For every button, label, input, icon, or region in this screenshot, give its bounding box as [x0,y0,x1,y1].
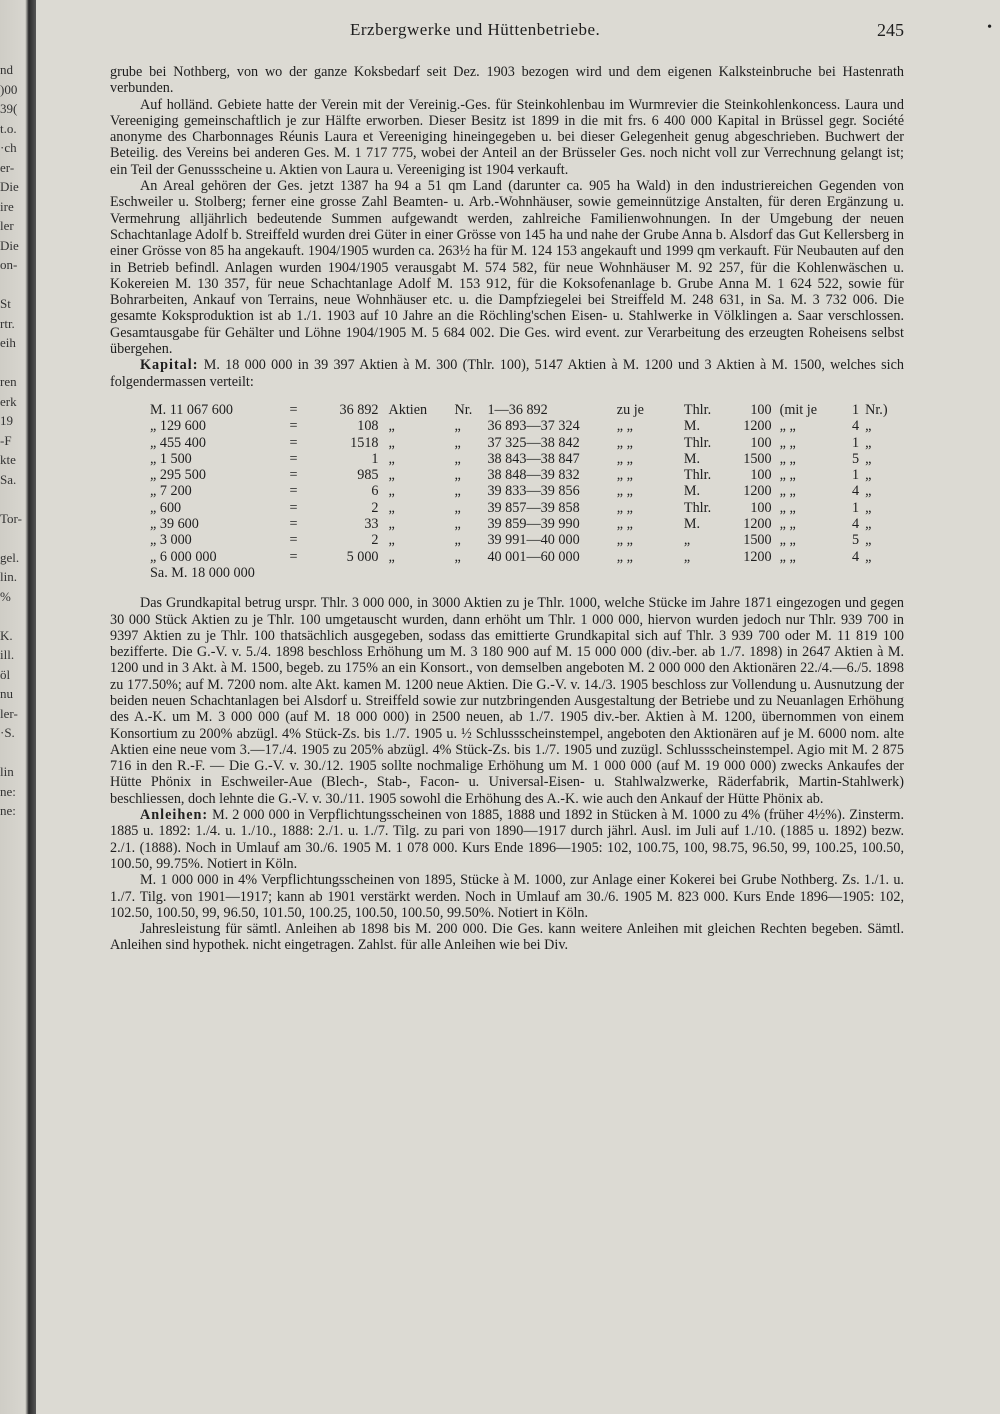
share-cell-eq: = [289,548,298,565]
gutter-fragment: St [0,296,11,311]
share-cell-count: 1518 [350,434,379,451]
paragraph-areal: An Areal gehören der Ges. jetzt 1387 ha 94 a 51 qm Land (darunter ca. 905 ha Wald) in den industriereichen Gegenden von Eschweiler u. Stolberg; ferner eine grosse Zahl Beamten- u. Arb.-Wohnhäuser, sowie gemeinnützige Anstalten, für deren Ergänzung u. Vermehrung alljährlich bedeutende Summen aufgewandt werden, zahlreiche Familienwohnungen. In der Umgebung der neuen Schachtanlage Adolf b. Streiffeld wurden drei Güter in einer Grösse von 145 ha und nahe der Grube Anna b. Alsdorf das Gut Kellersberg in einer Grösse von 85 ha angekauft. 1904/1905 wurden ca. 263½ ha für M. 124 153 angekauft und 1999 qm verkauft. Für Neubauten auf den in Betrieb befindl. Anlagen wurden 1904/1905 verausgabt M. 574 582, für neue Wohnhäuser M. 92 257, für die Kohlenwäschen u. Kokereien M. 130 357, für neue Schachtanlage Adolf M. 153 912, für die Koksofenanlage b. Grube Anna M. 1 624 522, sowie für Bohrarbeiten, Ankauf von Terrains, neue Wohnhäuser etc. u. die Dampfziegelei bei Streiffeld M. 248 631, in Sa. M. 3 732 006. Die gesamte Koksproduktion ist ab 1./1. 1903 auf 10 Jahre an die Röchling'schen Eisen- u. Stahlwerke in Völklingen a. Saar verschlossen. Gesamtausgabe für Gehälter und Löhne 1904/1905 M. 5 684 002. Die Ges. wird event. zur Verarbeitung des erzeugten Roheisens selbst übergehen. [110,178,904,358]
share-cell-mit: „ „ [779,467,796,484]
binding-gutter [0,0,36,1414]
share-cell-value [727,565,780,581]
share-cell-value: 1500 [743,532,772,549]
share-cell-amount: „ 295 500 [150,467,206,484]
share-cell-label [389,565,455,581]
share-cell-range: 38 848—39 832 [487,467,580,484]
share-cell-range: 40 001—60 000 [487,548,580,565]
share-cell-value: 100 [750,401,772,418]
gutter-fragment [0,353,30,373]
share-cell-nr: „ [454,434,461,451]
share-cell-amount: „ 600 [150,499,182,516]
share-cell-count: 33 [364,516,379,533]
share-cell-label: „ [388,450,395,467]
share-cell-nr: „ [454,483,461,500]
share-cell-eq: = [289,499,298,516]
share-cell-mit: „ „ [779,434,796,451]
running-header [110,18,904,44]
share-cell-tail: „ [865,499,872,516]
paragraph-kapital [110,357,904,390]
share-cell-eq: = [289,450,298,467]
anleihen-text: M. 2 000 000 in Verpflichtungsscheinen von 1885, 1888 und 1892 in Stücken à M. 1000 zu 4% (früher 4½%). Zinsterm. 1885 u. 1892: 1./4. u. 1./10., 1888: 2./1. u. 1./7. Tilg. zu pari von 1890—1917 durch jährl. Ausl. im Juli auf 1./10. (1885 u. 1892) bezw. 2./1. (1888). Noch in Umlauf am 30./6. 1905 M. 1 078 000. Kurs Ende 1896—1905: 102, 100.75, 100, 98.75, 96.50, 99, 100.25, 100.50, 100.50, 99.75%. Notiert in Köln. [110,807,904,872]
gutter-fragment: ne: [0,783,16,799]
gutter-fragment: eih [0,335,16,350]
gutter-fragment: t.o. [0,120,17,136]
share-cell-count: 5 000 [346,548,379,565]
share-row [150,435,904,451]
share-cell-count: 1 [371,450,379,467]
share-cell-amount: „ 455 400 [150,434,206,451]
gutter-fragment: ler- [0,705,18,721]
share-cell-tail: „ [865,548,872,565]
share-row [150,500,904,516]
share-cell-mit: (mit je [779,401,818,418]
share-cell-eq: = [289,483,298,500]
share-cell-cur: Thlr. [683,401,712,418]
share-cell-value: 1500 [743,450,772,467]
share-cell-tail [859,565,904,581]
gutter-fragment: erk [0,393,17,409]
share-cell-nr [455,565,488,581]
kapital-label: Kapital: [140,357,199,374]
share-cell-eq: = [289,401,298,418]
gutter-fragment: rtr. [0,315,15,331]
share-cell-cur: „ [683,532,691,549]
share-cell-mit: „ „ [779,450,796,467]
share-row [150,418,904,434]
gutter-fragment: K. [0,627,13,643]
share-cell-zu: zu je [616,401,644,418]
share-cell-mit: „ „ [779,499,796,516]
share-cell-amount: M. 11 067 600 [150,401,234,418]
share-cell-amount: „ 39 600 [150,516,199,533]
share-cell-range: 39 857—39 858 [487,499,580,516]
previous-page-fragments [0,60,30,821]
gutter-fragment: ren [0,374,17,389]
share-cell-count: 6 [371,483,379,500]
share-cell-n: 4 [852,548,860,565]
share-cell-count: 36 892 [339,401,379,418]
share-cell-nr: „ [454,499,461,516]
share-cell-label: Aktien [388,401,428,418]
gutter-fragment [0,606,30,626]
share-cell-zu: „ „ [616,434,633,451]
share-cell-tail: „ [865,418,872,435]
share-cell-range: 36 893—37 324 [487,418,580,435]
share-cell-count: 2 [371,532,379,549]
share-cell-eq: = [289,516,298,533]
paragraph-grundkapital: Das Grundkapital betrug urspr. Thlr. 3 000 000, in 3000 Aktien zu je Thlr. 1000, welche Stücke im Jahre 1871 eingezogen und gegen 30 000 Stück Aktien zu je Thlr. 100 umgetauscht wurden, dann erhöht um Thlr. 1 000 000, hiervon wurden jedoch nur Thlr. 939 700 in 9397 Aktien zu je Thlr. 100 thatsächlich ausgegeben, sodass das emittierte Grundkapital sich auf Thlr. 3 939 700 oder M. 11 819 100 bezifferte. Die G.-V. v. 5./4. 1898 beschloss Erhöhung um M. 3 180 900 auf M. 15 000 000 (div.-ber. ab 1./7. 1898) in 2647 Aktien à M. 1200 und in 3 Akt. à M. 1500, begeb. zu 175% an ein Konsort., von demselben angeboten M. 2 000 000 den Aktionären 22./4.—6./5. 1898 zu 177.50%; auf M. 7200 nom. alte Akt. kamen M. 1200 neue Aktien. Die G.-V. v. 14./3. 1905 beschloss zur Vollendung u. Ausnutzung der beiden neuen Schachtanlagen bei Alsdorf u. Streiffeld sowie zur nutzbringenden Ausgestaltung der Betriebe und zu Neuanlagen Erhöhung des A.-K. um M. 3 000 000 (auf M. 18 000 000) in 2500 neuen, ab 1./7. 1905 div.-ber. Aktien à M. 1200, übernommen von einem Konsortium zu 200% abzügl. 4% Stück-Zs. bis 1./7. 1905 u. ½ Schlussscheinstempel, angeboten den Aktionären auf je M. 6000 nom. alte Aktien eine neue vom 3.—17./4. 1905 zu 205% abzügl. 4% Stück-Zs. bis 1./7. 1905 und zuzügl. Schlussscheinstempel. Agio mit M. 2 875 716 in den R.-F. — Die G.-V. v. 30./12. 1905 sollte nochmalige Erhöhung um M. 1 000 000 (auf M. 19 000 000) zwecks Ankaufes der Hütte Phönix in Eschweiler-Aue (Blech-, Stab-, Facon- u. Universal-Eisen- u. Stahlwalzwerke, Räderfabrik, Martin-Stahlwerk) beschliessen, doch lehnte die G.-V. v. 30./11. 1905 sowohl die Erhöhung des A.-K. wie auch den Ankauf der Hütte Phönix ab. [110,595,904,807]
gutter-fragment: % [0,588,11,604]
share-cell-n: 5 [852,532,860,549]
share-cell-label: „ [388,548,395,565]
gutter-fragment: lin. [0,569,17,584]
body-text [110,64,904,954]
share-cell-mit [780,565,844,581]
share-cell-range: 1—36 892 [487,401,548,418]
share-cell-label: „ [388,467,395,484]
share-cell-mit: „ „ [779,418,796,435]
share-cell-amount: „ 7 200 [150,483,192,500]
share-row [150,467,904,483]
gutter-fragment: Die [0,179,19,194]
share-cell-cur [684,565,727,581]
share-cell-amount: „ 1 500 [150,450,192,467]
share-cell-value: 1200 [743,548,772,565]
share-cell-tail: „ [865,483,872,500]
share-cell-nr: „ [454,532,461,549]
share-cell-label: „ [388,516,395,533]
share-cell-eq [276,565,310,581]
paragraph-holland: Auf holländ. Gebiete hatte der Verein mit der Vereinig.-Ges. für Steinkohlenbau im Wurmrevier die Steinkohlenkoncess. Laura und Vereeniging gemeinschaftlich je zur Hälfte erworben. Dieser Besitz ist 1899 in die mit frs. 6 400 000 Kapital in Brüssel gegr. Société anonyme des Charbonnages Réunis Laura et Vereeniging hineingegeben u. bei dieser Gelegenheit genug abgeschrieben. Buchwert der Beteilig. des Vereins bei anderen Ges. M. 1 717 775, wobei der Anteil an der Brüsseler Ges. noch nicht voll zur Verrechnung gelangt ist; ein Teil der Genussscheine u. Aktien von Laura u. Vereeniging ist 1904 verkauft. [110,96,904,178]
share-cell-zu: „ „ [616,499,633,516]
share-cell-n: 4 [852,418,860,435]
gutter-fragment [0,528,30,548]
share-cell-amount: „ 6 000 000 [150,548,217,565]
gutter-fragment: ·ch [0,140,17,155]
share-cell-eq: = [289,434,298,451]
share-cell-cur: Thlr. [683,434,712,451]
share-cell-n: 1 [852,467,860,484]
share-cell-n: 4 [852,483,860,500]
share-cell-eq: = [289,532,298,549]
gutter-fragment [0,275,30,295]
share-cell-range: 38 843—38 847 [487,450,580,467]
gutter-fragment: on- [0,257,18,272]
share-cell-zu: „ „ [616,548,633,565]
share-cell-label: „ [388,499,395,516]
share-cell-range: 39 991—40 000 [487,532,580,549]
share-cell-value: 100 [750,499,772,516]
share-cell-n [844,565,859,581]
share-row [150,516,904,532]
share-cell-eq: = [289,418,298,435]
share-cell-mit: „ „ [779,532,796,549]
share-distribution-table [150,402,904,581]
share-cell-value: 1200 [743,483,772,500]
paragraph-kokerei-loan: M. 1 000 000 in 4% Verpflichtungsscheinen von 1895, Stücke à M. 1000, zur Anlage einer Kokerei bei Grube Nothberg. Zs. 1./1. u. 1./7. Tilg. von 1901—1917; kann ab 1901 verstärkt werden. Noch in Umlauf am 30./6. 1905 M. 823 000. Kurs Ende 1896—1905: 102, 102.50, 100.50, 99, 96.50, 101.50, 100.25, 100.50, 100.50, 99.50%. Notiert in Köln. [110,872,904,921]
share-cell-value: 100 [750,434,772,451]
share-cell-tail: „ [865,467,872,484]
gutter-fragment: ne: [0,803,16,818]
share-cell-count: 985 [357,467,379,484]
share-cell-cur: M. [683,483,701,500]
share-cell-range [487,565,616,581]
gutter-fragment: -F [0,432,12,448]
share-cell-label: „ [388,434,395,451]
share-cell-tail: „ [865,450,872,467]
gutter-fragment [0,743,30,763]
share-cell-amount: „ 3 000 [150,532,192,549]
share-cell-nr: Nr. [454,401,473,418]
paragraph-jahresleistung: Jahresleistung für sämtl. Anleihen ab 1898 bis M. 200 000. Die Ges. kann weitere Anleihen mit gleichen Rechten begeben. Sämtl. Anleihen sind hypothek. nicht eingetragen. Zahlst. für alle Anleihen wie bei Div. [110,921,904,954]
share-cell-value: 1200 [743,516,772,533]
share-cell-mit: „ „ [779,483,796,500]
page-number: 245 [877,20,904,40]
share-cell-mit: „ „ [779,516,796,533]
share-cell-range: 39 833—39 856 [487,483,580,500]
gutter-fragment: kte [0,452,16,467]
share-cell-n: 1 [852,499,860,516]
gutter-fragment: Tor- [0,510,22,526]
share-row [150,549,904,565]
gutter-fragment: ill. [0,647,15,662]
share-cell-eq: = [289,467,298,484]
gutter-fragment: 19 [0,413,13,428]
share-cell-count [311,565,389,581]
share-row [150,565,904,581]
gutter-fragment: nu [0,686,13,701]
share-cell-tail: „ [865,516,872,533]
gutter-fragment: lin [0,764,14,779]
share-cell-zu: „ „ [616,450,633,467]
share-cell-cur: M. [683,516,701,533]
share-cell-nr: „ [454,548,461,565]
paragraph-grube: grube bei Nothberg, von wo der ganze Koksbedarf seit Dez. 1903 bezogen wird und dem eigenen Kalksteinbruche bei Hastenrath verbunden. [110,64,904,97]
share-cell-nr: „ [454,516,461,533]
share-cell-tail: „ [865,434,872,451]
share-row [150,483,904,499]
share-cell-n: 4 [852,516,860,533]
share-row [150,532,904,548]
gutter-fragment: öl [0,666,11,682]
share-cell-n: 1 [852,434,860,451]
share-cell-count: 2 [371,499,379,516]
share-cell-cur: Thlr. [683,499,712,516]
gutter-fragment: nd [0,62,13,77]
share-cell-amount: „ 129 600 [150,418,206,435]
share-cell-amount: Sa. M. 18 000 000 [150,564,255,581]
share-cell-zu: „ „ [616,483,633,500]
share-cell-n: 5 [852,450,860,467]
share-cell-tail: „ [865,532,872,549]
gutter-fragment: 39( [0,101,18,116]
share-cell-nr: „ [454,418,461,435]
share-cell-value: 1200 [743,418,772,435]
gutter-fragment: er- [0,159,15,175]
gutter-fragment: ler [0,218,14,233]
share-cell-range: 39 859—39 990 [487,516,580,533]
header-title: Erzbergwerke und Hüttenbetriebe. [350,20,601,39]
gutter-fragment [0,489,30,509]
share-cell-cur: Thlr. [683,467,712,484]
anleihen-label: Anleihen: [140,807,209,824]
share-row [150,402,904,418]
gutter-fragment: Die [0,237,19,253]
share-cell-zu: „ „ [616,467,633,484]
share-cell-zu: „ „ [616,532,633,549]
gutter-fragment: Sa. [0,471,17,487]
kapital-text: M. 18 000 000 in 39 397 Aktien à M. 300 (Thlr. 100), 5147 Aktien à M. 1200 und 3 Aktien à M. 1500, welches sich folgendermassen verteilt: [110,357,904,390]
share-cell-nr: „ [454,467,461,484]
share-cell-tail: Nr.) [865,401,888,418]
share-row [150,451,904,467]
share-cell-count: 108 [357,418,379,435]
share-cell-zu [617,565,684,581]
share-cell-zu: „ „ [616,516,633,533]
share-cell-value: 100 [750,467,772,484]
paragraph-anleihen [110,807,904,872]
share-cell-cur: M. [683,450,701,467]
share-cell-cur: M. [683,418,701,435]
share-cell-cur: „ [683,548,691,565]
share-cell-range: 37 325—38 842 [487,434,580,451]
share-cell-nr: „ [454,450,461,467]
share-cell-label: „ [388,483,395,500]
gutter-fragment: ire [0,198,14,214]
share-cell-label: „ [388,418,395,435]
share-cell-n: 1 [852,401,860,418]
share-cell-label: „ [388,532,395,549]
share-cell-zu: „ „ [616,418,633,435]
gutter-fragment: )00 [0,81,18,97]
gutter-fragment: ·S. [0,725,15,740]
corner-mark: • [987,20,992,35]
gutter-fragment: gel. [0,549,20,565]
share-cell-mit: „ „ [779,548,796,565]
